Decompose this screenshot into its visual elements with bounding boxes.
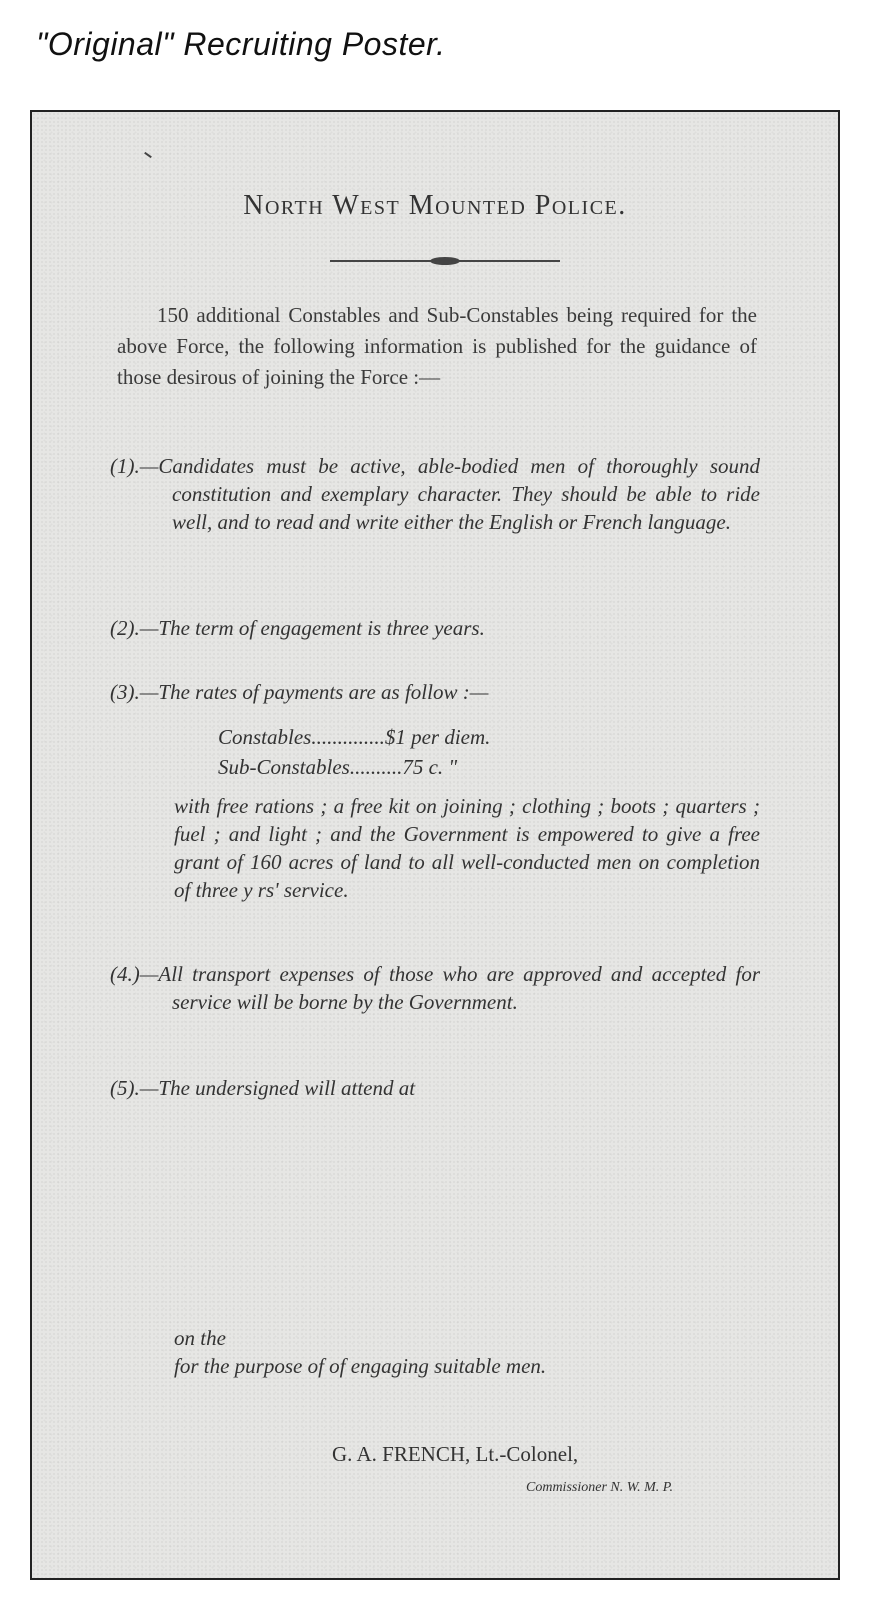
item-3-number: (3).— bbox=[110, 680, 159, 704]
item-1-text: Candidates must be active, able-bodied men of thoroughly sound constitution and exemplary character. They should be able to ride well, and to read and write either the English or French language. bbox=[158, 454, 760, 534]
intro-paragraph: 150 additional Constables and Sub-Constables being required for the above Force, the following information is published for the guidance of those desirous of joining the Force :— bbox=[117, 303, 757, 389]
item-5-text: The undersigned will attend at bbox=[158, 1076, 416, 1100]
poster-title: North West Mounted Police. bbox=[243, 190, 627, 221]
item-5-number: (5).— bbox=[110, 1076, 159, 1100]
pay-rates bbox=[218, 722, 490, 782]
item-3-text: The rates of payments are as follow :— bbox=[158, 680, 489, 704]
item-2-text: The term of engagement is three years. bbox=[158, 616, 485, 640]
on-the-line: on the bbox=[174, 1326, 226, 1350]
page-caption: "Original" Recruiting Poster. bbox=[36, 26, 446, 62]
item-1-number: (1).— bbox=[110, 454, 159, 478]
rate-label: Sub-Constables bbox=[218, 755, 350, 779]
ornamental-divider bbox=[330, 260, 560, 262]
stray-mark bbox=[144, 152, 152, 158]
item-5 bbox=[110, 1074, 760, 1102]
item-4-text: All transport expenses of those who are approved and accepted for service will be borne by the Government. bbox=[158, 962, 760, 1014]
rate-row bbox=[218, 752, 490, 782]
rate-amount: $1 per diem. bbox=[384, 725, 491, 749]
rate-row bbox=[218, 722, 490, 752]
item-2 bbox=[110, 614, 760, 642]
signature-title: Commissioner N. W. M. P. bbox=[526, 1480, 674, 1495]
item-2-number: (2).— bbox=[110, 616, 159, 640]
purpose-line: for the purpose of of engaging suitable men. bbox=[174, 1354, 547, 1378]
rate-dots: .............. bbox=[311, 725, 385, 749]
signature: G. A. FRENCH, Lt.-Colonel, bbox=[332, 1442, 579, 1466]
item-1 bbox=[110, 452, 760, 536]
item-4 bbox=[110, 960, 760, 1016]
rate-dots: .......... bbox=[349, 755, 403, 779]
rate-label: Constables bbox=[218, 725, 312, 749]
rate-amount: 75 c. " bbox=[402, 755, 458, 779]
recruiting-poster bbox=[30, 110, 840, 1580]
item-4-number: (4.)— bbox=[110, 962, 159, 986]
item-3 bbox=[110, 678, 760, 706]
pay-details: with free rations ; a free kit on joining ; clothing ; boots ; quarters ; fuel ; and light ; and the Government is empowered to give a free grant of 160 acres of land to all well-conducted men on completion of three y rs' service. bbox=[174, 794, 760, 902]
